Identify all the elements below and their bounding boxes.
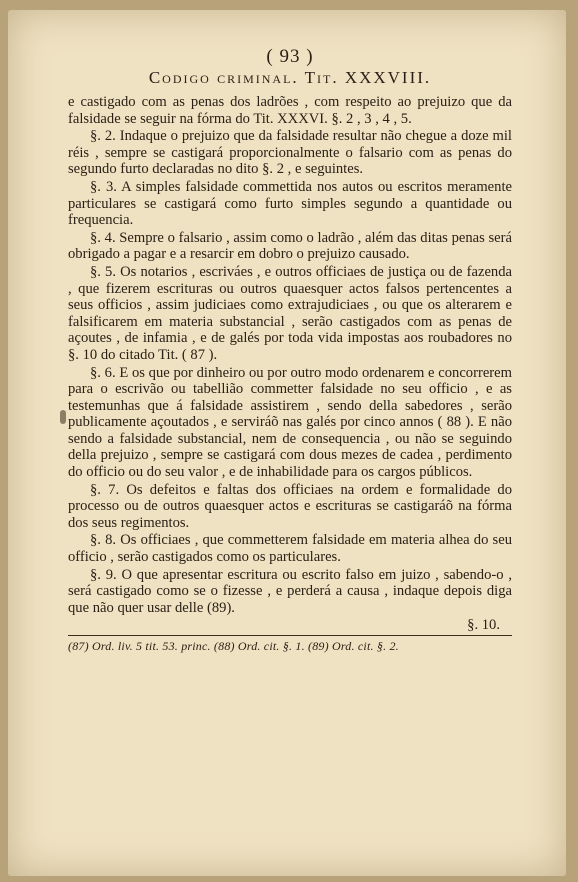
catchword: §. 10. — [467, 617, 500, 634]
paragraph-section-5: §. 5. Os notarios , escriváes , e outros officiaes de justiça ou de fazenda , que fizerem escrituras ou outros quaesquer actos falsos pertencentes a seus officios , assim judiciaes como extrajudiciaes , ou que os alterarem e falsificarem em materia substancial , serão castigados com as penas de açoutes , de infamia , e de galés por toda vida impostas aos roubadores no §. 10 do citado Tit. ( 87 ). — [68, 263, 512, 363]
ink-stain — [60, 410, 66, 424]
page-content — [68, 46, 512, 653]
paragraph-section-9: §. 9. O que apresentar escritura ou escrito falso em juizo , sabendo-o , será castigado como se o fizesse , e perderá a causa , indaque depois diga que não quer usar delle (89). — [68, 566, 512, 616]
page-number: ( 93 ) — [266, 46, 314, 67]
paragraph-section-6: §. 6. E os que por dinheiro ou por outro modo ordenarem e concorrerem para o escrivão ou tabellião commetter falsidade no seu officio , e as testemunhas que á falsidade assistirem , sendo della sabedores , serão publicamente açoutados , e serviráõ nas galés por cinco annos ( 88 ). E não sendo a falsidade substancial, nem de consequencia , ou não se seguindo della prejuizo , sempre se castigará com dous mezes de cadea , perdimento do officio ou do seu valor , e de inhabilidade para os cargos públicos. — [68, 364, 512, 481]
footnote-rule — [68, 635, 512, 636]
running-head: Codigo criminal. Tit. XXXVIII. — [148, 68, 432, 87]
book-page — [8, 10, 566, 876]
paragraph-section-2: §. 2. Indaque o prejuizo que da falsidade resultar não chegue a doze mil réis , sempre se castigará proporcionalmente o falsario com as penas do segundo furto declaradas no dito §. 2 , e seguintes. — [68, 128, 512, 178]
paragraph-continuation: e castigado com as penas dos ladrões , com respeito ao prejuizo que da falsidade se seguir na fórma do Tit. XXXVI. §. 2 , 3 , 4 , 5. — [68, 94, 512, 127]
paragraph-section-3: §. 3. A simples falsidade commettida nos autos ou escritos meramente particulares se castigará como furto simples segundo a quantidade ou frequencia. — [68, 178, 512, 229]
paragraph-section-4: §. 4. Sempre o falsario , assim como o ladrão , além das ditas penas será obrigado a pagar e a resarcir em dobro o prejuizo causado. — [68, 229, 512, 263]
footnotes: (87) Ord. liv. 5 tit. 53. princ. (88) Ord. cit. §. 1. (89) Ord. cit. §. 2. — [68, 639, 399, 654]
paragraph-section-7: §. 7. Os defeitos e faltas dos officiaes na ordem e formalidade do processo ou de outros quaesquer actos e escrituras se castigaráõ na fórma dos seus regimentos. — [68, 481, 512, 531]
paragraph-section-8: §. 8. Os officiaes , que commetterem falsidade em materia alhea do seu officio , serão castigados como os particulares. — [68, 532, 512, 566]
